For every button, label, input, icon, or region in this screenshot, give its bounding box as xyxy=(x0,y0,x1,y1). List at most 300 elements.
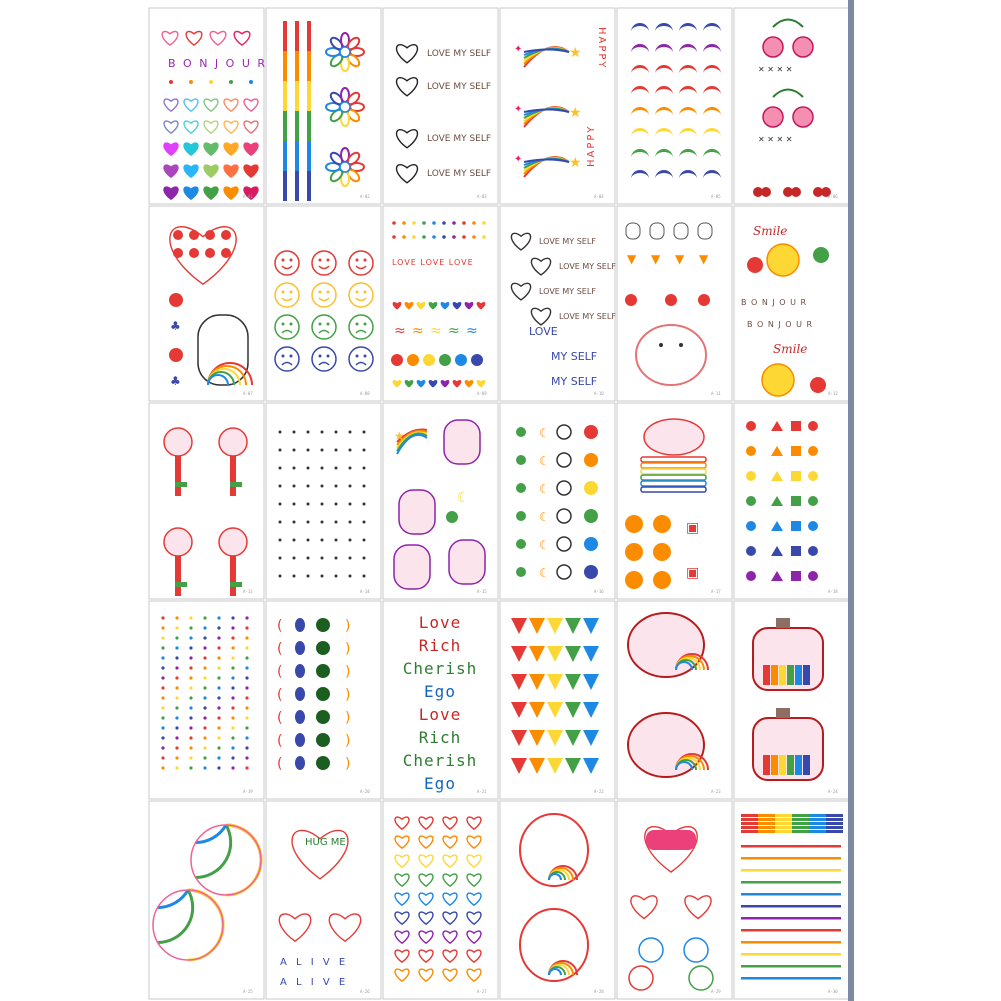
moon-icon: ) xyxy=(345,641,351,657)
dot-icon xyxy=(392,221,396,225)
rainbow-fill xyxy=(787,755,794,775)
square-shape xyxy=(791,521,801,531)
moon-icon xyxy=(295,756,305,770)
love-deco-text: LOVE LOVE LOVE xyxy=(392,258,474,267)
dot-icon xyxy=(432,221,436,225)
carrot-icon: ▼ xyxy=(627,252,637,266)
dot-icon xyxy=(161,756,164,759)
dot-icon xyxy=(279,539,282,542)
rainbow-stripe xyxy=(775,822,792,825)
smile-text: Smile xyxy=(773,342,808,356)
color-line xyxy=(741,845,841,848)
dot-icon xyxy=(189,656,192,659)
dot-icon xyxy=(161,676,164,679)
dot-icon xyxy=(189,626,192,629)
dot-icon xyxy=(452,221,456,225)
dot-icon xyxy=(189,736,192,739)
planet-icon xyxy=(584,425,598,439)
rainbow-stripe xyxy=(792,830,809,833)
stripe-bar xyxy=(295,81,299,111)
sticker-code: A-22 xyxy=(594,789,604,794)
dot-icon xyxy=(321,575,324,578)
dot-icon xyxy=(245,726,248,729)
dot-icon xyxy=(217,616,220,619)
wave-icon: ≈ xyxy=(466,323,478,339)
moon-icon: ☾ xyxy=(539,566,550,580)
moon-icon: ) xyxy=(345,756,351,772)
smiley-face-icon xyxy=(762,364,794,396)
circle-shape xyxy=(746,546,756,556)
bear-icon xyxy=(399,490,435,534)
dot-icon xyxy=(335,557,338,560)
dot-icon xyxy=(175,706,178,709)
eye-dot xyxy=(319,291,322,294)
dot-icon xyxy=(349,575,352,578)
dot-icon xyxy=(363,521,366,524)
wave-icon: ≈ xyxy=(412,323,424,339)
circle-shape xyxy=(746,471,756,481)
stripe-bar xyxy=(295,21,299,51)
moon-icon: ( xyxy=(277,756,283,772)
dot-icon xyxy=(307,521,310,524)
dot-icon xyxy=(203,656,206,659)
rainbow-stripe xyxy=(792,822,809,825)
dot-icon xyxy=(231,666,234,669)
wave-icon: ≈ xyxy=(394,323,406,339)
rainbow-stripe xyxy=(741,830,758,833)
square-shape xyxy=(791,546,801,556)
dot-icon xyxy=(335,431,338,434)
dot-icon xyxy=(245,696,248,699)
dot-icon xyxy=(175,636,178,639)
dot-icon xyxy=(231,616,234,619)
sticker-cell xyxy=(734,8,849,204)
dot-icon xyxy=(349,467,352,470)
dot-icon xyxy=(189,666,192,669)
moon-icon: ☾ xyxy=(539,482,550,496)
rainbow-stripe xyxy=(741,826,758,829)
rainbow-stripe xyxy=(826,826,843,829)
dot-icon xyxy=(175,676,178,679)
dot-icon xyxy=(203,616,206,619)
rainbow-stripe xyxy=(741,822,758,825)
eye-dot xyxy=(290,355,293,358)
dot-icon xyxy=(203,756,206,759)
moon-icon xyxy=(295,710,305,724)
cross-marks: ✕ ✕ ✕ ✕ xyxy=(758,135,793,144)
dot-icon xyxy=(462,221,466,225)
dot-icon xyxy=(293,467,296,470)
sticker-code: A-24 xyxy=(828,789,838,794)
tulip-icon: ♣ xyxy=(170,374,181,388)
dot-icon xyxy=(279,503,282,506)
rainbow-fill xyxy=(803,665,810,685)
monster-icon xyxy=(684,938,708,962)
dot-icon xyxy=(245,676,248,679)
bear-icon xyxy=(520,909,588,981)
wave-icon: ≈ xyxy=(430,323,442,339)
key-stem xyxy=(230,456,236,496)
dot-icon xyxy=(189,706,192,709)
bunny-icon xyxy=(698,223,712,239)
cherry-icon xyxy=(763,107,783,127)
sticker-code: A-21 xyxy=(477,789,487,794)
dot-icon xyxy=(161,736,164,739)
color-line xyxy=(741,917,841,920)
monster-icon xyxy=(689,966,713,990)
dot-icon xyxy=(203,646,206,649)
sticker-code: A-25 xyxy=(243,989,253,994)
dot-icon xyxy=(189,746,192,749)
dot-icon xyxy=(422,221,426,225)
dot-icon xyxy=(203,636,206,639)
my-self-text: MY SELF xyxy=(551,375,598,388)
dot-icon xyxy=(245,656,248,659)
dot-icon xyxy=(175,626,178,629)
star-icon: ★ xyxy=(569,155,582,171)
sticker-code: A-29 xyxy=(711,989,721,994)
smiley-face-icon xyxy=(747,257,763,273)
bonjour-text: B O N J O U R xyxy=(741,298,808,307)
word-text: Rich xyxy=(418,636,462,655)
sticker-code: A-01 xyxy=(243,194,253,199)
dot-icon xyxy=(231,736,234,739)
dot-icon xyxy=(482,235,486,239)
dot-icon xyxy=(245,716,248,719)
rainbow-stripe xyxy=(826,830,843,833)
dot-icon xyxy=(217,646,220,649)
dot-icon xyxy=(203,716,206,719)
dot-icon xyxy=(161,656,164,659)
cherry-icon xyxy=(761,187,771,197)
sticker-code: A-30 xyxy=(828,989,838,994)
sticker-code: A-13 xyxy=(243,589,253,594)
color-line xyxy=(741,869,841,872)
color-line xyxy=(741,929,841,932)
dot-icon xyxy=(363,557,366,560)
dot-icon xyxy=(335,449,338,452)
dot-icon xyxy=(245,706,248,709)
dot-icon xyxy=(175,666,178,669)
dot-icon xyxy=(203,686,206,689)
dot-icon xyxy=(231,746,234,749)
sticker-code: A-18 xyxy=(828,589,838,594)
earth-icon xyxy=(516,539,526,549)
dot-icon xyxy=(363,449,366,452)
dot-icon xyxy=(307,431,310,434)
eye-dot xyxy=(364,323,367,326)
dot-icon xyxy=(189,636,192,639)
carrot-icon: ▼ xyxy=(675,252,685,266)
moon-icon: ( xyxy=(277,687,283,703)
dot-icon xyxy=(293,449,296,452)
rainbow-stripe xyxy=(758,818,775,821)
moon-icon xyxy=(295,618,305,632)
happy-text: HAPPY xyxy=(596,27,607,70)
eye-dot xyxy=(290,323,293,326)
dot-icon xyxy=(229,80,233,84)
dot-icon xyxy=(189,696,192,699)
cat-head xyxy=(644,419,704,455)
dot-icon xyxy=(217,736,220,739)
bunny-icon xyxy=(626,223,640,239)
dot-icon xyxy=(217,666,220,669)
rainbow-stripe xyxy=(741,814,758,817)
dot-icon xyxy=(161,766,164,769)
stripe-bar xyxy=(283,141,287,171)
love-my-self-text: LOVE MY SELF xyxy=(427,49,492,59)
dot-icon xyxy=(307,539,310,542)
dot-icon xyxy=(335,521,338,524)
planet-icon xyxy=(584,453,598,467)
dot-icon xyxy=(293,485,296,488)
eye-dot xyxy=(290,259,293,262)
smiley-face-icon xyxy=(653,515,671,533)
dot-icon xyxy=(203,746,206,749)
stripe-bar xyxy=(283,171,287,201)
dot-icon xyxy=(321,431,324,434)
color-line xyxy=(741,881,841,884)
bunny-head-icon xyxy=(219,428,247,456)
gift-icon: ▣ xyxy=(686,520,700,536)
sticker-code: A-14 xyxy=(360,589,370,594)
dot-icon xyxy=(175,756,178,759)
dot-icon xyxy=(161,686,164,689)
dot-icon xyxy=(189,686,192,689)
love-text: LOVE xyxy=(529,325,558,338)
key-tooth xyxy=(175,582,187,587)
dot-icon xyxy=(203,726,206,729)
apple-icon xyxy=(625,294,637,306)
moon-icon xyxy=(295,733,305,747)
rainbow-fill xyxy=(803,755,810,775)
dot-icon xyxy=(279,449,282,452)
dot-icon xyxy=(307,575,310,578)
dot-icon xyxy=(472,221,476,225)
dot-icon xyxy=(175,616,178,619)
strawberry-icon xyxy=(221,248,231,258)
cherry-icon xyxy=(793,37,813,57)
planet-icon xyxy=(584,537,598,551)
bunny-bear-body xyxy=(636,325,706,385)
dot-icon xyxy=(231,656,234,659)
dot-icon xyxy=(231,686,234,689)
color-line xyxy=(741,965,841,968)
dot-icon xyxy=(217,706,220,709)
dot-icon xyxy=(335,503,338,506)
sticker-code: A-08 xyxy=(360,391,370,396)
sticker-cell xyxy=(266,206,381,401)
alive-text: A L I V E xyxy=(280,977,349,988)
dot-icon xyxy=(161,706,164,709)
dot-icon xyxy=(472,235,476,239)
dot-icon xyxy=(189,80,193,84)
dot-icon xyxy=(231,676,234,679)
my-self-text: MY SELF xyxy=(551,350,598,363)
eye-dot xyxy=(659,343,663,347)
rainbow-fill xyxy=(779,755,786,775)
smiley-face-icon xyxy=(625,515,643,533)
rainbow-stripe xyxy=(792,814,809,817)
moon-icon xyxy=(316,756,330,770)
dot-icon xyxy=(245,686,248,689)
moon-icon: ) xyxy=(345,664,351,680)
sticker-code: A-27 xyxy=(477,989,487,994)
bunny-head-icon xyxy=(219,528,247,556)
eye-dot xyxy=(290,291,293,294)
earth-icon xyxy=(516,455,526,465)
dot-icon xyxy=(203,626,206,629)
strawberry-icon xyxy=(221,230,231,240)
sparkle-icon: ✦ xyxy=(514,104,523,115)
bandaid-icon xyxy=(646,830,696,850)
dot-icon xyxy=(189,726,192,729)
moon-icon: ☾ xyxy=(539,454,550,468)
square-shape xyxy=(791,446,801,456)
dot-icon xyxy=(161,626,164,629)
dot-icon xyxy=(412,235,416,239)
dot-icon xyxy=(349,485,352,488)
sticker-code: A-23 xyxy=(711,789,721,794)
dot-icon xyxy=(231,626,234,629)
dot-icon xyxy=(161,726,164,729)
flower-center xyxy=(340,162,350,172)
rainbow-fill xyxy=(787,665,794,685)
dot-icon xyxy=(175,686,178,689)
rainbow-fill xyxy=(763,665,770,685)
dot-icon xyxy=(189,616,192,619)
dot-icon xyxy=(175,696,178,699)
rainbow-fill xyxy=(795,755,802,775)
bear-icon xyxy=(520,814,588,886)
sticker-code: A-12 xyxy=(828,391,838,396)
moon-icon xyxy=(316,733,330,747)
dot-icon xyxy=(363,431,366,434)
sticker-code: A-28 xyxy=(594,989,604,994)
moon-icon xyxy=(316,664,330,678)
dot-icon xyxy=(245,626,248,629)
bonjour-text: B O N J O U R xyxy=(747,320,814,329)
eye-dot xyxy=(327,355,330,358)
smile-text: Smile xyxy=(753,224,788,238)
dot-icon xyxy=(392,235,396,239)
rainbow-stripe xyxy=(809,826,826,829)
cherry-icon xyxy=(791,187,801,197)
moon-icon: ) xyxy=(345,710,351,726)
moon-icon xyxy=(316,710,330,724)
dot-icon xyxy=(231,756,234,759)
dot-icon xyxy=(363,485,366,488)
dot-icon xyxy=(161,746,164,749)
love-my-self-text: LOVE MY SELF xyxy=(539,237,596,246)
dot-icon xyxy=(293,503,296,506)
stripe-bar xyxy=(295,141,299,171)
stripe-bar xyxy=(283,51,287,81)
dot-icon xyxy=(293,539,296,542)
sticker-cell xyxy=(266,801,381,999)
dot-icon xyxy=(161,646,164,649)
dot-icon xyxy=(231,716,234,719)
square-shape xyxy=(791,496,801,506)
dot-icon xyxy=(321,467,324,470)
dot-icon xyxy=(245,746,248,749)
circle-shape xyxy=(746,446,756,456)
dot-icon xyxy=(462,235,466,239)
dot-icon xyxy=(482,221,486,225)
jar-cork xyxy=(776,618,790,628)
bonjour-text: B O N J O U R xyxy=(168,57,268,70)
dot-icon xyxy=(321,449,324,452)
dot-icon xyxy=(335,575,338,578)
dot-icon xyxy=(349,449,352,452)
dot-icon xyxy=(363,503,366,506)
dot-icon xyxy=(293,557,296,560)
sticker-code: A-16 xyxy=(594,589,604,594)
sticker-code: A-17 xyxy=(711,589,721,594)
apple-icon xyxy=(665,294,677,306)
color-line xyxy=(741,857,841,860)
rainbow-stripe xyxy=(775,818,792,821)
color-line xyxy=(741,905,841,908)
dot-icon xyxy=(245,766,248,769)
dot-icon xyxy=(217,636,220,639)
dot-icon xyxy=(217,746,220,749)
sticker-code: A-05 xyxy=(711,194,721,199)
dot-icon xyxy=(245,666,248,669)
dot-icon xyxy=(455,354,467,366)
eye-dot xyxy=(319,259,322,262)
dot-icon xyxy=(349,431,352,434)
stripe-bar xyxy=(307,51,311,81)
star-icon: ★ xyxy=(394,429,405,443)
dot-icon xyxy=(307,503,310,506)
dot-icon xyxy=(217,686,220,689)
love-my-self-text: LOVE MY SELF xyxy=(427,134,492,144)
rainbow-stripe xyxy=(775,826,792,829)
love-my-self-text: LOVE MY SELF xyxy=(539,287,596,296)
dot-icon xyxy=(217,696,220,699)
dot-icon xyxy=(349,503,352,506)
sticker-code: A-09 xyxy=(477,391,487,396)
dot-icon xyxy=(189,646,192,649)
dot-icon xyxy=(412,221,416,225)
moon-icon: ( xyxy=(277,664,283,680)
moon-icon: ) xyxy=(345,618,351,634)
strawberry-icon xyxy=(173,230,183,240)
jar-cork xyxy=(776,708,790,718)
smiley-face-icon xyxy=(653,543,671,561)
stripe-bar xyxy=(295,171,299,201)
moon-icon xyxy=(295,641,305,655)
strawberry-icon xyxy=(189,230,199,240)
moon-icon xyxy=(295,664,305,678)
dot-icon xyxy=(189,756,192,759)
dot-icon xyxy=(279,557,282,560)
dot-icon xyxy=(203,666,206,669)
sticker-code: A-20 xyxy=(360,789,370,794)
eye-dot xyxy=(319,355,322,358)
eye-dot xyxy=(356,259,359,262)
sticker-cell xyxy=(617,8,732,204)
dot-icon xyxy=(175,716,178,719)
stripe-bar xyxy=(283,21,287,51)
dot-icon xyxy=(307,467,310,470)
earth-icon xyxy=(516,483,526,493)
smiley-face-icon xyxy=(813,247,829,263)
dot-icon xyxy=(363,539,366,542)
stripe-bar xyxy=(295,51,299,81)
stripe-bar xyxy=(307,171,311,201)
